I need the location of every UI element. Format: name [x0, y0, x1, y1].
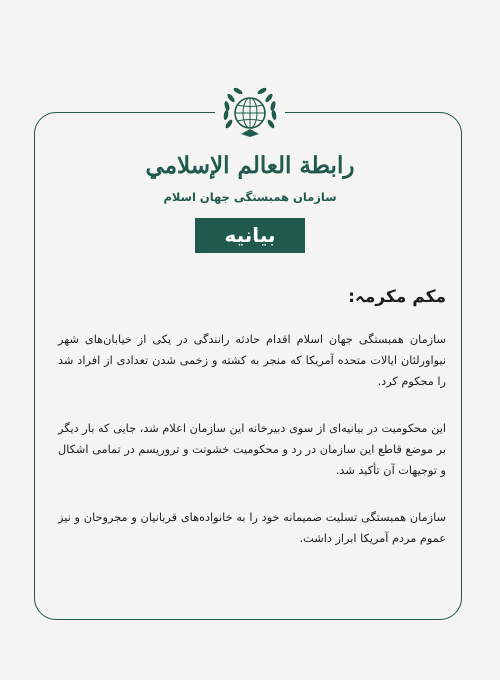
organization-name-persian: سازمان همبستگی جهان اسلام	[163, 190, 337, 204]
dateline: مکم مکرمہ:	[348, 287, 446, 307]
statement-body	[58, 286, 446, 575]
globe-wreath-logo-icon	[215, 78, 285, 148]
statement-title: بیانیه	[195, 218, 305, 253]
organization-name-arabic: رابطة العالم الإسلامي	[145, 152, 355, 179]
paragraph-2: این محکومیت در بیانیه‌ای از سوی دبیرخانه این سازمان اعلام شد، جایی که بار دیگر بر موضع قاطع این سازمان در رد و محکومیت خشونت و تروریسم در تمامی اشکال و توجیهات آن تأکید شد.	[58, 422, 446, 477]
paragraph-1: سازمان همبستگی جهان اسلام اقدام حادثه رانندگی در یکی از خیابان‌های شهر نیواورلئان ایالات متحده آمریکا که منجر به کشته و زخمی شدن تعدادی از افراد شد را محکوم کرد.	[58, 333, 446, 388]
paragraph-3: سازمان همبستگی تسلیت صمیمانه خود را به خانواده‌های قربانیان و مجروحان و نیز عموم مردم آمریکا ابراز داشت.	[58, 511, 446, 545]
